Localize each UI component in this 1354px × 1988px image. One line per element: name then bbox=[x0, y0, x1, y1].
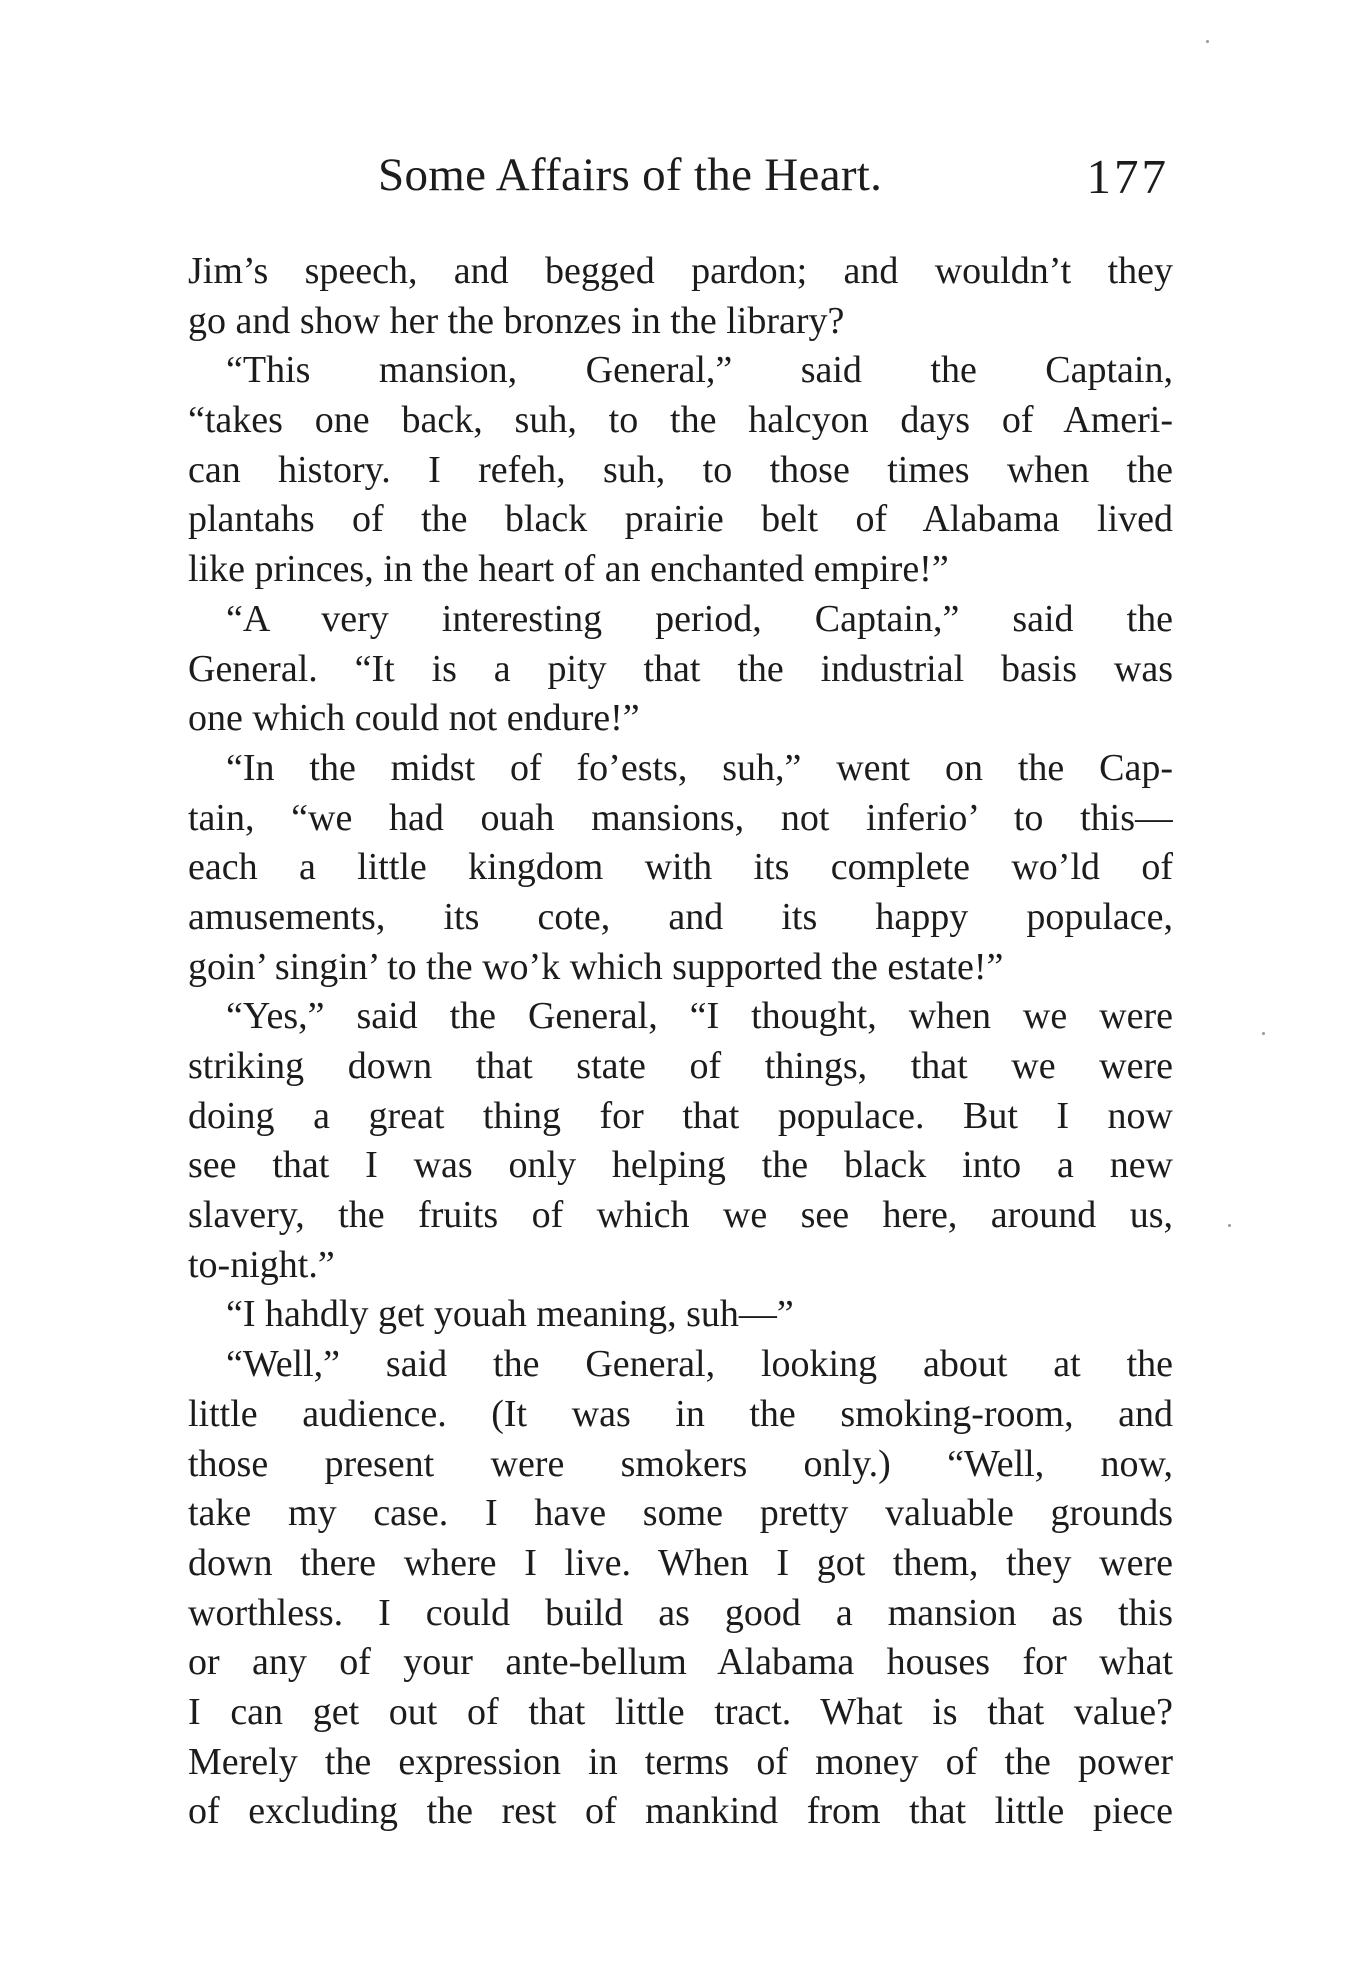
page-number: 177 bbox=[1086, 149, 1169, 204]
text-line: little audience. (It was in the smoking-room, and bbox=[188, 1392, 1173, 1435]
text-line: down there where I live. When I got them, they were bbox=[188, 1541, 1173, 1584]
running-title: Some Affairs of the Heart. bbox=[378, 149, 883, 201]
text-line: slavery, the fruits of which we see here, around us, bbox=[188, 1194, 1173, 1237]
text-line: worthless. I could build as good a mansion as this bbox=[188, 1591, 1173, 1634]
text-line: plantahs of the black prairie belt of Alabama lived bbox=[188, 498, 1173, 541]
text-line: or any of your ante-bellum Alabama houses for what bbox=[188, 1641, 1173, 1684]
scan-speck bbox=[1206, 40, 1209, 43]
text-line: “takes one back, suh, to the halcyon days of Ameri- bbox=[188, 399, 1173, 442]
text-line: each a little kingdom with its complete wo’ld of bbox=[188, 846, 1173, 889]
text-line: take my case. I have some pretty valuable grounds bbox=[188, 1492, 1173, 1535]
running-head bbox=[188, 148, 1173, 208]
text-line: can history. I refeh, suh, to those times when the bbox=[188, 448, 1173, 491]
text-line: General. “It is a pity that the industrial basis was bbox=[188, 647, 1173, 690]
text-line: to-night.” bbox=[188, 1243, 335, 1286]
text-line: “I hahdly get youah meaning, suh—” bbox=[226, 1293, 794, 1336]
text-line: doing a great thing for that populace. But I now bbox=[188, 1094, 1173, 1137]
scan-speck bbox=[1228, 1224, 1231, 1227]
body-text bbox=[188, 247, 1173, 1837]
text-line: “In the midst of fo’ests, suh,” went on the Cap- bbox=[226, 746, 1173, 789]
text-line: striking down that state of things, that we were bbox=[188, 1045, 1173, 1087]
text-line: go and show her the bronzes in the library? bbox=[188, 299, 845, 342]
text-line: I can get out of that little tract. What is that value? bbox=[188, 1690, 1173, 1733]
text-line: “Well,” said the General, looking about at the bbox=[226, 1343, 1173, 1386]
scan-speck bbox=[1262, 1032, 1265, 1035]
text-line: amusements, its cote, and its happy populace, bbox=[188, 895, 1173, 938]
text-line: one which could not endure!” bbox=[188, 697, 640, 740]
text-line: like princes, in the heart of an enchanted empire!” bbox=[188, 548, 949, 591]
text-line: “A very interesting period, Captain,” said the bbox=[226, 597, 1173, 640]
text-line: tain, “we had ouah mansions, not inferio’ to this— bbox=[188, 796, 1173, 839]
text-line: “Yes,” said the General, “I thought, when we were bbox=[226, 995, 1173, 1038]
text-line: see that I was only helping the black into a new bbox=[188, 1144, 1173, 1187]
text-line: of excluding the rest of mankind from that little piece bbox=[188, 1790, 1173, 1833]
text-line: goin’ singin’ to the wo’k which supported the estate!” bbox=[188, 945, 1004, 988]
text-line: those present were smokers only.) “Well, now, bbox=[188, 1442, 1173, 1485]
text-line: “This mansion, General,” said the Captain, bbox=[226, 349, 1173, 392]
text-line: Merely the expression in terms of money of the power bbox=[188, 1740, 1173, 1783]
text-line: Jim’s speech, and begged pardon; and wouldn’t they bbox=[188, 250, 1173, 292]
